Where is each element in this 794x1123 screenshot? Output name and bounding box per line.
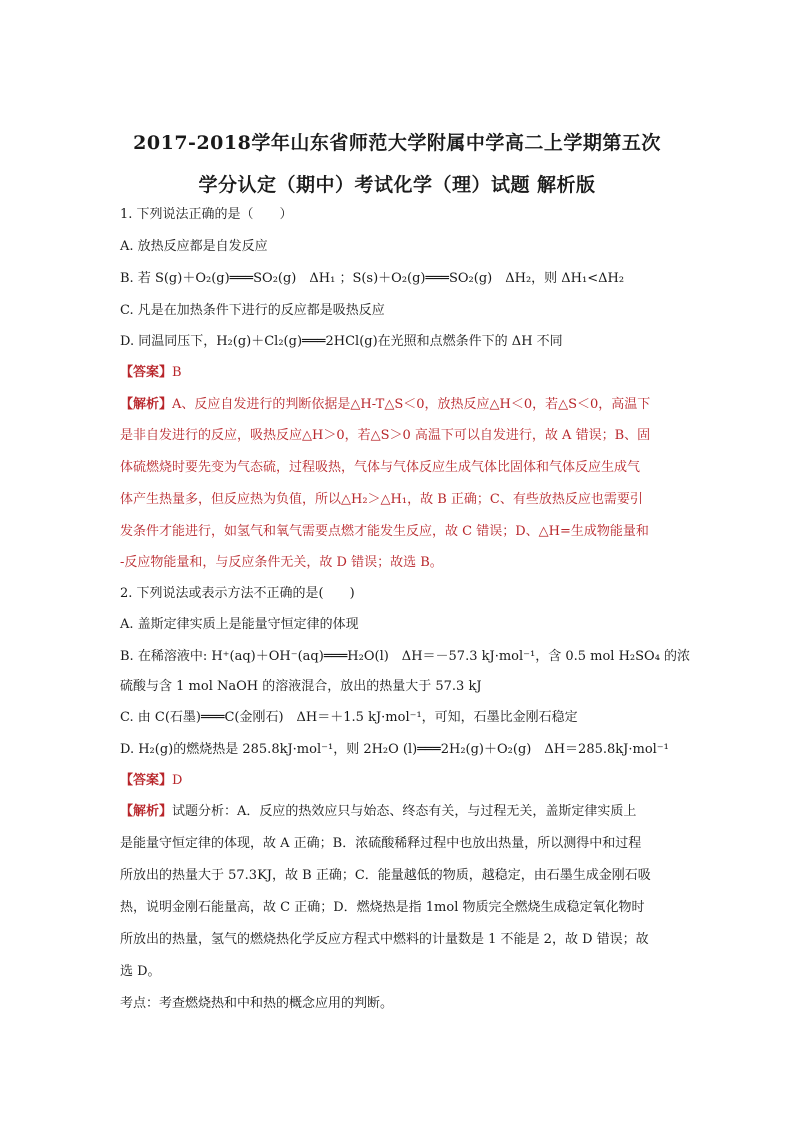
doc-title-line-2: 学分认定（期中）考试化学（理）试题 解析版 [198, 174, 596, 196]
q2-option-d: D. H₂(g)的燃烧热是 285.8kJ·mol⁻¹，则 2H₂O (l)═══2H₂(g)＋O₂(g) ΔH＝285.8kJ·mol⁻¹ [120, 742, 669, 757]
q1-answer [120, 364, 182, 382]
analysis-tag: 【解析】 [120, 397, 173, 412]
q2-option-b-line-1: B. 在稀溶液中: H⁺(aq)＋OH⁻(aq)═══H₂O(l) ΔH＝－57.3 kJ·mol⁻¹，含 0.5 mol H₂SO₄ 的浓 [120, 649, 691, 664]
q2-analysis-line-6: 选 D。 [120, 964, 161, 979]
q1-stem: 1. 下列说法正确的是（ ） [120, 207, 293, 222]
analysis-text: A、反应自发进行的判断依据是△H-T△S＜0，放热反应△H＜0，若△S＜0，高温下 [172, 397, 651, 412]
q2-option-c: C. 由 C(石墨)═══C(金刚石) ΔH＝＋1.5 kJ·mol⁻¹，可知，石墨比金刚石稳定 [120, 710, 578, 725]
q1-analysis-line-6: -反应物能量和，与反应条件无关，故 D 错误；故选 B。 [120, 555, 443, 570]
analysis-text: 试题分析：A．反应的热效应只与始态、终态有关，与过程无关，盖斯定律实质上 [172, 804, 637, 819]
q2-analysis-line-2: 是能量守恒定律的体现，故 A 正确；B．浓硫酸稀释过程中也放出热量，所以测得中和过程 [120, 836, 642, 851]
q1-option-a: A. 放热反应都是自发反应 [120, 239, 268, 254]
q2-option-a: A. 盖斯定律实质上是能量守恒定律的体现 [120, 617, 359, 632]
answer-tag: 【答案】 [120, 365, 173, 380]
answer-value: D [172, 773, 183, 788]
answer-tag: 【答案】 [120, 773, 173, 788]
q2-analysis-line-4: 热，说明金刚石能量高，故 C 正确；D．燃烧热是指 1mol 物质完全燃烧生成稳定氧化物时 [120, 900, 645, 915]
q2-stem: 2. 下列说法或表示方法不正确的是( ) [120, 586, 355, 601]
analysis-tag: 【解析】 [120, 804, 173, 819]
q1-analysis-line-4: 体产生热量多，但反应热为负值，所以△H₂＞△H₁，故 B 正确；C、有些放热反应也需要引 [120, 492, 643, 507]
q2-analysis-line-5: 所放出的热量，氢气的燃烧热化学反应方程式中燃料的计量数是 1 不能是 2，故 D 错误；故 [120, 932, 649, 947]
answer-value: B [172, 365, 182, 380]
q2-option-b-line-2: 硫酸与含 1 mol NaOH 的溶液混合，放出的热量大于 57.3 kJ [120, 679, 482, 694]
q1-option-c: C. 凡是在加热条件下进行的反应都是吸热反应 [120, 303, 385, 318]
q1-analysis-line-3: 体硫燃烧时要先变为气态硫，过程吸热，气体与气体反应生成气体比固体和气体反应生成气 [120, 460, 641, 475]
q2-kaodian: 考点：考查燃烧热和中和热的概念应用的判断。 [120, 996, 394, 1011]
doc-title-line-1: 2017-2018学年山东省师范大学附属中学高二上学期第五次 [133, 132, 661, 154]
q1-analysis-line-5: 发条件才能进行，如氢气和氧气需要点燃才能发生反应，故 C 错误；D、△H=生成物能量和 [120, 524, 649, 539]
q1-analysis-line-2: 是非自发进行的反应，吸热反应△H＞0，若△S＞0 高温下可以自发进行，故 A 错误；B、固 [120, 428, 651, 443]
q1-option-b: B. 若 S(g)＋O₂(g)═══SO₂(g) ΔH₁ ；S(s)＋O₂(g)═══SO₂(g) ΔH₂，则 ΔH₁<ΔH₂ [120, 271, 625, 286]
q2-analysis-line-3: 所放出的热量大于 57.3KJ，故 B 正确；C．能量越低的物质，越稳定，由石墨生成金刚石吸 [120, 868, 651, 883]
q2-answer [120, 772, 182, 790]
q2-analysis-line-1 [120, 803, 636, 821]
q1-option-d: D. 同温同压下，H₂(g)＋Cl₂(g)═══2HCl(g)在光照和点燃条件下的 ΔH 不同 [120, 334, 563, 349]
q1-analysis-line-1 [120, 396, 650, 414]
